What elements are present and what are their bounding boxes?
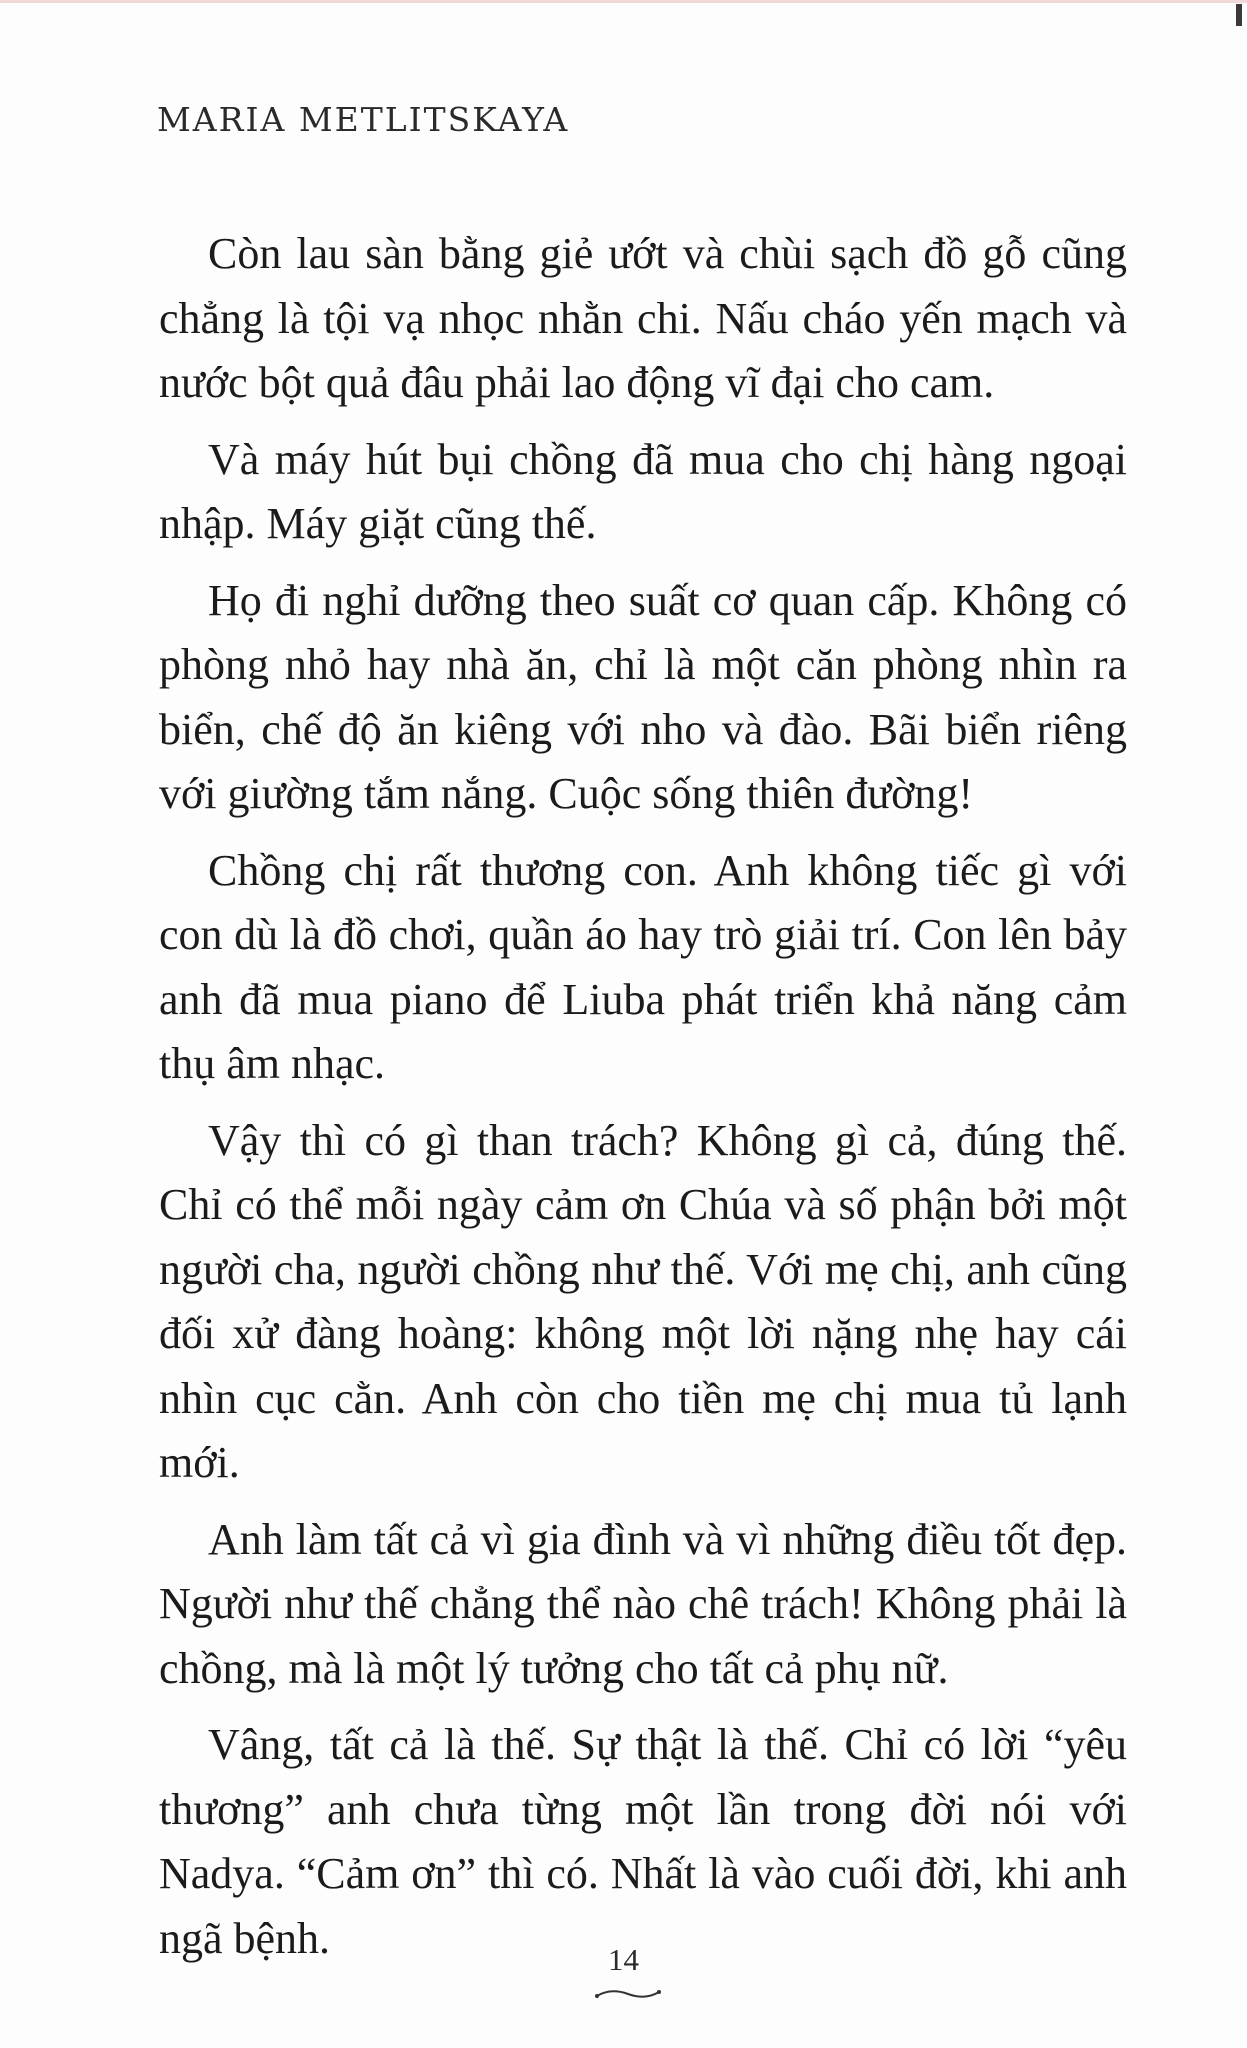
paragraph-4: Chồng chị rất thương con. Anh không tiếc gì với con dù là đồ chơi, quần áo hay trò giải trí. Con lên bảy anh đã mua piano để Liuba phát triển khả năng cảm thụ âm nhạc. xyxy=(159,845,1127,1088)
running-head: MARIA METLITSKAYA xyxy=(157,100,570,139)
paragraph-1: Còn lau sàn bằng giẻ ướt và chùi sạch đồ gỗ cũng chẳng là tội vạ nhọc nhằn chi. Nấu cháo yến mạch và nước bột quả đâu phải lao động vĩ đại cho cam. xyxy=(159,229,1127,407)
page-number: 14 xyxy=(608,1942,639,1977)
paragraph-7: Vâng, tất cả là thế. Sự thật là thế. Chỉ có lời “yêu thương” anh chưa từng một lần trong đời nói với Nadya. “Cảm ơn” thì có. Nhất là vào cuối đời, khi anh ngã bệnh. xyxy=(159,1720,1127,1963)
paragraph-6: Anh làm tất cả vì gia đình và vì những điều tốt đẹp. Người như thế chẳng thể nào chê trách! Không phải là chồng, mà là một lý tưởng cho tất cả phụ nữ. xyxy=(159,1514,1127,1693)
body-text xyxy=(159,222,1127,1983)
swash-ornament-icon xyxy=(593,1988,663,2002)
page-top-edge xyxy=(0,0,1247,3)
corner-mark xyxy=(1236,4,1242,26)
paragraph-2: Và máy hút bụi chồng đã mua cho chị hàng ngoại nhập. Máy giặt cũng thế. xyxy=(159,434,1127,548)
paragraph-5: Vậy thì có gì than trách? Không gì cả, đúng thế. Chỉ có thể mỗi ngày cảm ơn Chúa và số phận bởi một người cha, người chồng như thế. Với mẹ chị, anh cũng đối xử đàng hoàng: không một lời nặng nhẹ hay cái nhìn cục cằn. Anh còn cho tiền mẹ chị mua tủ lạnh mới. xyxy=(159,1115,1127,1487)
paragraph-3: Họ đi nghỉ dưỡng theo suất cơ quan cấp. Không có phòng nhỏ hay nhà ăn, chỉ là một căn phòng nhìn ra biển, chế độ ăn kiêng với nho và đào. Bãi biển riêng với giường tắm nắng. Cuộc sống thiên đường! xyxy=(159,575,1127,818)
